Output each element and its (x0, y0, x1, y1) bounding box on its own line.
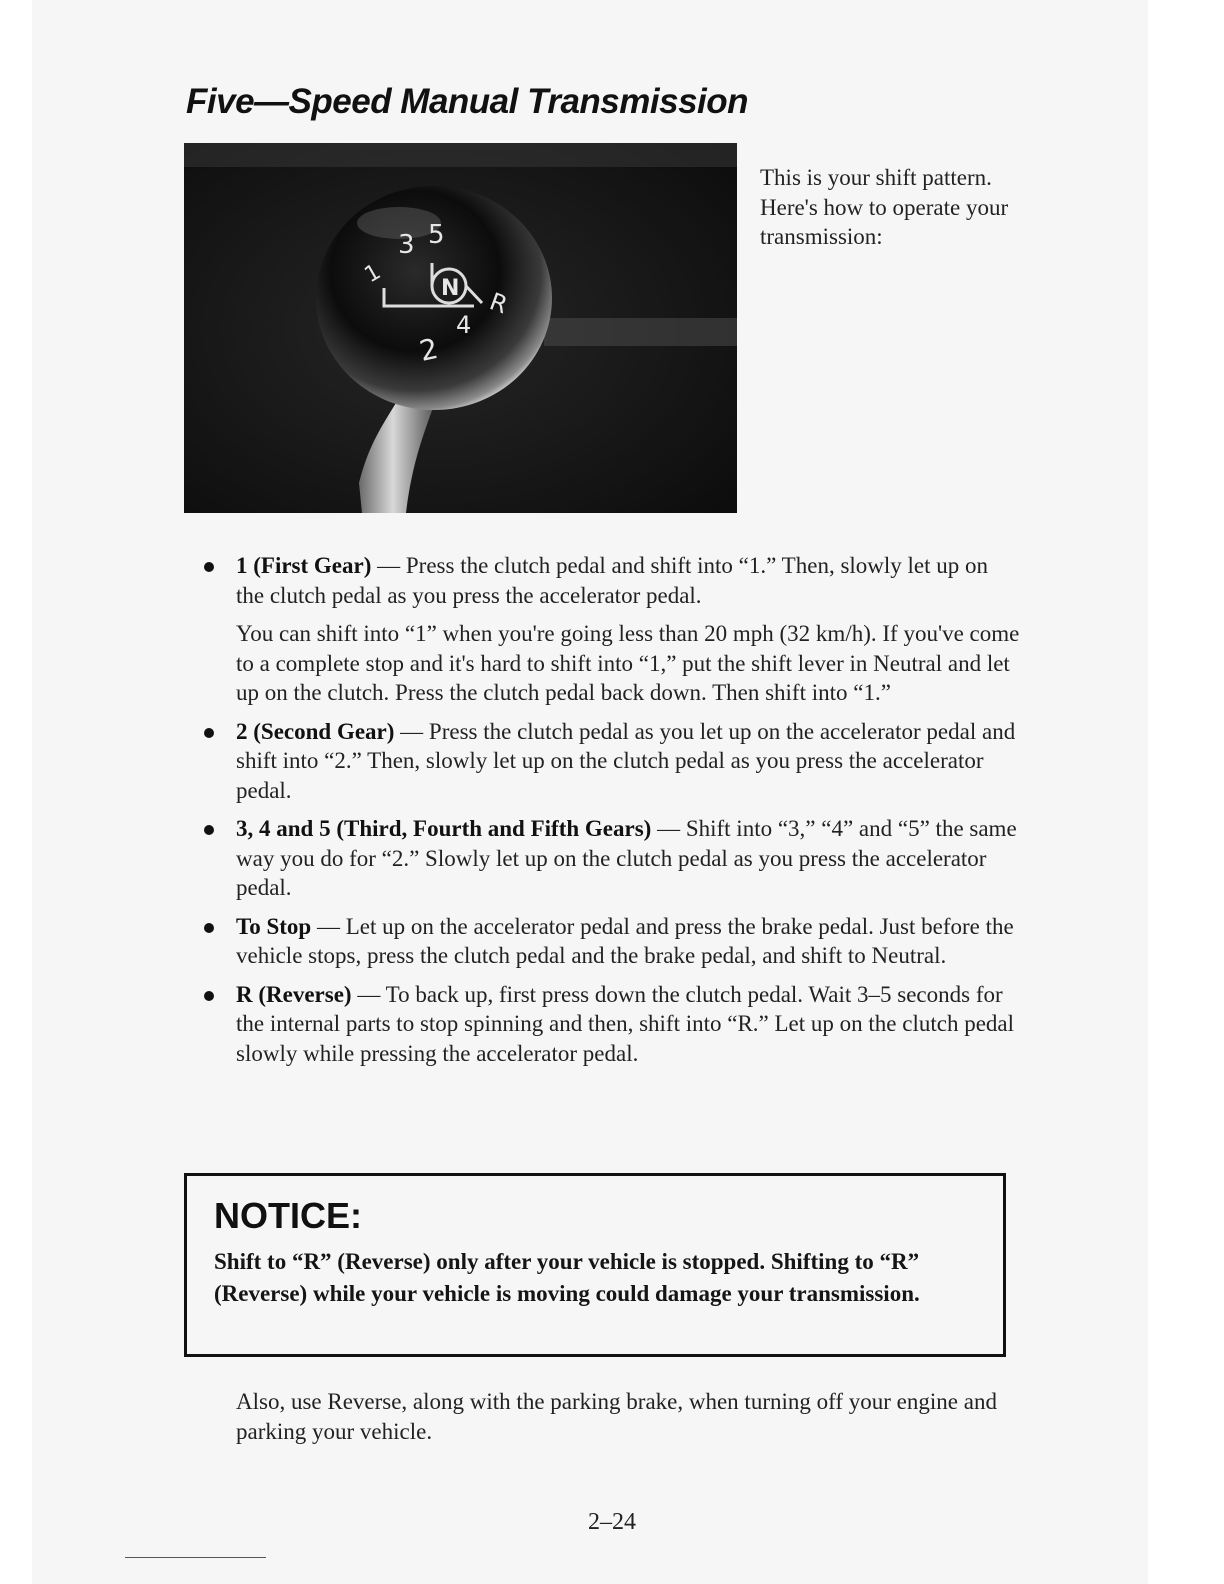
knob-label-2: 2 (416, 331, 441, 368)
bullet-icon (204, 991, 214, 1001)
knob-label-n: N (441, 276, 460, 301)
knob-label-3: 3 (398, 230, 415, 260)
shift-knob-photo (184, 143, 737, 513)
bullet-icon (204, 562, 214, 572)
gear-instructions-list (200, 551, 1020, 1077)
bullet-icon (204, 923, 214, 933)
page-number: 2–24 (588, 1509, 636, 1535)
knob-label-5: 5 (428, 220, 445, 250)
knob-label-r: R (485, 287, 512, 320)
list-item (200, 912, 1020, 971)
bullet-icon (204, 825, 214, 835)
list-item (200, 980, 1020, 1069)
notice-text: Shift to “R” (Reverse) only after your vehicle is stopped. Shifting to “R” (Reverse) while your vehicle is moving could damage your transmission. (214, 1249, 920, 1306)
footer-rule (125, 1557, 266, 1558)
item-text: — To back up, first press down the clutch pedal. Wait 3–5 seconds for the internal parts to stop spinning and then, shift into “R.” Let up on the clutch pedal slowly while pressing the accelerator pedal. (236, 981, 1015, 1066)
knob-label-1: 1 (360, 259, 386, 289)
item-label: 1 (First Gear) (236, 553, 372, 578)
shift-knob-illustration (184, 143, 737, 513)
page-title: Five—Speed Manual Transmission (186, 82, 749, 121)
list-item (200, 814, 1020, 903)
item-label: To Stop (236, 913, 312, 939)
notice-box (184, 1173, 1006, 1357)
item-text: — Shift into “3,” “4” and “5” the same way you do for “2.” Slowly let up on the clutch pedal as you press the accelerator pedal. (236, 816, 1017, 900)
after-notice-text: Also, use Reverse, along with the parking brake, when turning off your engine and parking your vehicle. (236, 1389, 997, 1444)
list-item (200, 551, 1020, 708)
intro-text: This is your shift pattern. Here's how to operate your transmission: (760, 165, 1009, 249)
item-label: 2 (Second Gear) (236, 718, 395, 744)
knob-label-4: 4 (456, 311, 472, 339)
item-text: — Press the clutch pedal as you let up on the accelerator pedal and shift into “2.” Then, slowly let up on the clutch pedal as you press the accelerator pedal. (236, 718, 1016, 803)
item-extra-text: You can shift into “1” when you're going less than 20 mph (32 km/h). If you've come to a complete stop and it's hard to shift into “1,” put the shift lever in Neutral and let up on the clutch. Press the clutch pedal back down. Then shift into “1.” (236, 621, 1020, 705)
item-text: — Press the clutch pedal and shift into “1.” Then, slowly let up on the clutch pedal as you press the accelerator pedal. (236, 553, 989, 608)
notice-heading: NOTICE: (214, 1195, 362, 1236)
bullet-icon (204, 728, 214, 738)
item-label: 3, 4 and 5 (Third, Fourth and Fifth Gears) (236, 816, 652, 841)
item-label: R (Reverse) (236, 981, 352, 1007)
list-item (200, 717, 1020, 806)
item-text: — Let up on the accelerator pedal and press the brake pedal. Just before the vehicle stops, press the clutch pedal and the brake pedal, and shift to Neutral. (236, 913, 1014, 968)
